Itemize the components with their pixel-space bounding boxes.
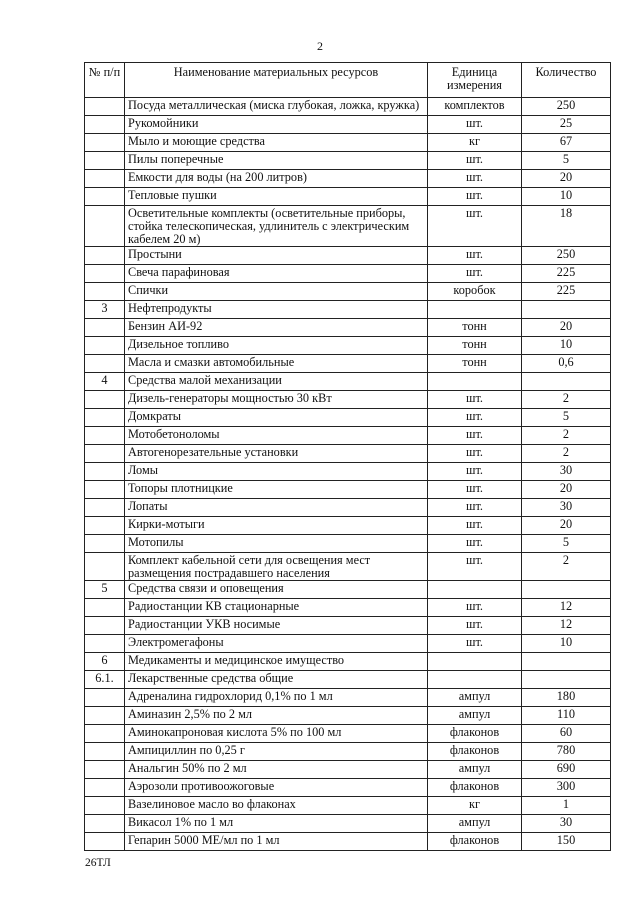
cell-num <box>85 152 125 170</box>
cell-num: 5 <box>85 581 125 599</box>
cell-name: Нефтепродукты <box>125 301 428 319</box>
table-row <box>85 653 611 671</box>
cell-num <box>85 535 125 553</box>
cell-name: Мыло и моющие средства <box>125 134 428 152</box>
table-row <box>85 535 611 553</box>
table-row <box>85 301 611 319</box>
cell-name: Пилы поперечные <box>125 152 428 170</box>
cell-qty: 2 <box>522 553 611 581</box>
table-row <box>85 283 611 301</box>
cell-name: Лопаты <box>125 499 428 517</box>
cell-num <box>85 409 125 427</box>
cell-unit: шт. <box>428 247 522 265</box>
cell-qty: 12 <box>522 617 611 635</box>
table-row <box>85 815 611 833</box>
cell-qty: 225 <box>522 265 611 283</box>
cell-name: Дизельное топливо <box>125 337 428 355</box>
cell-name: Дизель-генераторы мощностью 30 кВт <box>125 391 428 409</box>
table-row <box>85 499 611 517</box>
cell-unit: флаконов <box>428 833 522 851</box>
header-name: Наименование материальных ресурсов <box>125 63 428 98</box>
cell-num <box>85 337 125 355</box>
cell-unit: шт. <box>428 463 522 481</box>
cell-qty: 30 <box>522 499 611 517</box>
cell-name: Вазелиновое масло во флаконах <box>125 797 428 815</box>
cell-qty: 30 <box>522 463 611 481</box>
cell-num <box>85 170 125 188</box>
table-header-row <box>85 63 611 98</box>
table-row <box>85 797 611 815</box>
cell-qty: 0,6 <box>522 355 611 373</box>
table-row <box>85 409 611 427</box>
cell-num <box>85 98 125 116</box>
cell-qty: 250 <box>522 247 611 265</box>
table-row <box>85 671 611 689</box>
cell-unit: шт. <box>428 152 522 170</box>
cell-unit: шт. <box>428 599 522 617</box>
cell-num <box>85 463 125 481</box>
cell-num <box>85 707 125 725</box>
cell-qty: 180 <box>522 689 611 707</box>
cell-name: Викасол 1% по 1 мл <box>125 815 428 833</box>
cell-unit <box>428 653 522 671</box>
cell-qty: 20 <box>522 481 611 499</box>
cell-num <box>85 481 125 499</box>
cell-unit: шт. <box>428 635 522 653</box>
cell-qty <box>522 653 611 671</box>
cell-unit: флаконов <box>428 743 522 761</box>
cell-qty: 300 <box>522 779 611 797</box>
cell-num <box>85 247 125 265</box>
cell-qty: 2 <box>522 391 611 409</box>
cell-qty: 30 <box>522 815 611 833</box>
cell-name: Осветительные комплекты (осветительные приборы, стойка телескопическая, удлинитель с электрическим кабелем 20 м) <box>125 206 428 247</box>
cell-unit: коробок <box>428 283 522 301</box>
cell-qty: 25 <box>522 116 611 134</box>
table-row <box>85 265 611 283</box>
resources-table <box>84 62 611 851</box>
cell-unit <box>428 581 522 599</box>
cell-qty: 67 <box>522 134 611 152</box>
cell-unit: комплектов <box>428 98 522 116</box>
cell-num: 6.1. <box>85 671 125 689</box>
table-row <box>85 206 611 247</box>
cell-unit: шт. <box>428 265 522 283</box>
cell-name: Рукомойники <box>125 116 428 134</box>
cell-qty: 225 <box>522 283 611 301</box>
cell-qty: 250 <box>522 98 611 116</box>
cell-num <box>85 797 125 815</box>
cell-unit: флаконов <box>428 725 522 743</box>
cell-name: Спички <box>125 283 428 301</box>
table-row <box>85 553 611 581</box>
cell-name: Аминокапроновая кислота 5% по 100 мл <box>125 725 428 743</box>
cell-name: Посуда металлическая (миска глубокая, ложка, кружка) <box>125 98 428 116</box>
cell-num <box>85 833 125 851</box>
cell-unit <box>428 671 522 689</box>
cell-unit: кг <box>428 134 522 152</box>
cell-name: Домкраты <box>125 409 428 427</box>
cell-qty: 690 <box>522 761 611 779</box>
table-row <box>85 581 611 599</box>
cell-qty: 5 <box>522 535 611 553</box>
cell-qty: 10 <box>522 337 611 355</box>
header-num: № п/п <box>85 63 125 98</box>
cell-num <box>85 499 125 517</box>
header-qty: Количество <box>522 63 611 98</box>
table-row <box>85 170 611 188</box>
table-row <box>85 689 611 707</box>
cell-name: Электромегафоны <box>125 635 428 653</box>
cell-unit: шт. <box>428 553 522 581</box>
cell-name: Средства малой механизации <box>125 373 428 391</box>
cell-name: Мотобетоноломы <box>125 427 428 445</box>
cell-qty <box>522 373 611 391</box>
cell-num <box>85 206 125 247</box>
cell-name: Ампициллин по 0,25 г <box>125 743 428 761</box>
cell-name: Автогенорезательные установки <box>125 445 428 463</box>
cell-num <box>85 188 125 206</box>
table-row <box>85 707 611 725</box>
cell-unit: ампул <box>428 707 522 725</box>
cell-num <box>85 761 125 779</box>
cell-qty: 5 <box>522 409 611 427</box>
table-row <box>85 517 611 535</box>
cell-qty <box>522 581 611 599</box>
cell-num <box>85 116 125 134</box>
cell-name: Свеча парафиновая <box>125 265 428 283</box>
page-number: 2 <box>317 39 323 53</box>
cell-unit: ампул <box>428 815 522 833</box>
cell-num <box>85 689 125 707</box>
table-row <box>85 427 611 445</box>
cell-name: Лекарственные средства общие <box>125 671 428 689</box>
table-row <box>85 188 611 206</box>
table-row <box>85 116 611 134</box>
cell-num <box>85 517 125 535</box>
table-row <box>85 833 611 851</box>
table-row <box>85 599 611 617</box>
cell-qty: 110 <box>522 707 611 725</box>
cell-num <box>85 283 125 301</box>
cell-unit: шт. <box>428 116 522 134</box>
cell-unit: тонн <box>428 355 522 373</box>
cell-unit: тонн <box>428 319 522 337</box>
footer-code: 26ТЛ <box>85 857 111 869</box>
cell-name: Адреналина гидрохлорид 0,1% по 1 мл <box>125 689 428 707</box>
cell-name: Радиостанции КВ стационарные <box>125 599 428 617</box>
cell-qty: 10 <box>522 188 611 206</box>
cell-num: 4 <box>85 373 125 391</box>
cell-unit: кг <box>428 797 522 815</box>
cell-unit: шт. <box>428 188 522 206</box>
cell-name: Гепарин 5000 МЕ/мл по 1 мл <box>125 833 428 851</box>
table-row <box>85 247 611 265</box>
cell-unit: шт. <box>428 170 522 188</box>
cell-qty <box>522 301 611 319</box>
cell-unit: шт. <box>428 391 522 409</box>
cell-unit: шт. <box>428 481 522 499</box>
cell-num <box>85 617 125 635</box>
table-row <box>85 463 611 481</box>
header-unit: Единица измерения <box>428 63 522 98</box>
cell-num <box>85 725 125 743</box>
cell-qty: 2 <box>522 445 611 463</box>
cell-unit <box>428 301 522 319</box>
cell-num <box>85 743 125 761</box>
table-row <box>85 355 611 373</box>
cell-qty: 20 <box>522 517 611 535</box>
cell-unit: шт. <box>428 427 522 445</box>
cell-num <box>85 427 125 445</box>
cell-qty <box>522 671 611 689</box>
cell-num: 6 <box>85 653 125 671</box>
cell-name: Топоры плотницкие <box>125 481 428 499</box>
cell-qty: 18 <box>522 206 611 247</box>
cell-num <box>85 355 125 373</box>
cell-name: Анальгин 50% по 2 мл <box>125 761 428 779</box>
cell-qty: 780 <box>522 743 611 761</box>
table-row <box>85 391 611 409</box>
cell-unit: шт. <box>428 535 522 553</box>
cell-num <box>85 319 125 337</box>
cell-name: Ломы <box>125 463 428 481</box>
table-row <box>85 152 611 170</box>
cell-qty: 60 <box>522 725 611 743</box>
cell-qty: 2 <box>522 427 611 445</box>
cell-num <box>85 553 125 581</box>
cell-name: Тепловые пушки <box>125 188 428 206</box>
cell-qty: 20 <box>522 170 611 188</box>
table-row <box>85 319 611 337</box>
cell-unit <box>428 373 522 391</box>
cell-num: 3 <box>85 301 125 319</box>
cell-unit: флаконов <box>428 779 522 797</box>
cell-name: Комплект кабельной сети для освещения мест размещения пострадавшего населения <box>125 553 428 581</box>
table-row <box>85 779 611 797</box>
cell-unit: шт. <box>428 499 522 517</box>
cell-unit: шт. <box>428 206 522 247</box>
cell-name: Бензин АИ-92 <box>125 319 428 337</box>
cell-qty: 12 <box>522 599 611 617</box>
table-row <box>85 635 611 653</box>
cell-unit: шт. <box>428 517 522 535</box>
cell-unit: ампул <box>428 761 522 779</box>
cell-name: Аминазин 2,5% по 2 мл <box>125 707 428 725</box>
cell-qty: 20 <box>522 319 611 337</box>
cell-qty: 5 <box>522 152 611 170</box>
table-row <box>85 761 611 779</box>
cell-qty: 150 <box>522 833 611 851</box>
cell-num <box>85 815 125 833</box>
cell-unit: шт. <box>428 617 522 635</box>
cell-num <box>85 599 125 617</box>
cell-num <box>85 391 125 409</box>
table-row <box>85 481 611 499</box>
cell-name: Кирки-мотыги <box>125 517 428 535</box>
cell-unit: ампул <box>428 689 522 707</box>
table-row <box>85 617 611 635</box>
cell-num <box>85 635 125 653</box>
cell-unit: тонн <box>428 337 522 355</box>
cell-name: Медикаменты и медицинское имущество <box>125 653 428 671</box>
table-row <box>85 337 611 355</box>
cell-name: Емкости для воды (на 200 литров) <box>125 170 428 188</box>
cell-unit: шт. <box>428 409 522 427</box>
cell-name: Средства связи и оповещения <box>125 581 428 599</box>
cell-num <box>85 445 125 463</box>
cell-num <box>85 134 125 152</box>
cell-unit: шт. <box>428 445 522 463</box>
cell-name: Мотопилы <box>125 535 428 553</box>
cell-qty: 1 <box>522 797 611 815</box>
table-row <box>85 725 611 743</box>
cell-name: Радиостанции УКВ носимые <box>125 617 428 635</box>
table-body <box>85 98 611 851</box>
cell-num <box>85 265 125 283</box>
table-row <box>85 98 611 116</box>
cell-name: Простыни <box>125 247 428 265</box>
table-row <box>85 134 611 152</box>
table-row <box>85 743 611 761</box>
table-row <box>85 445 611 463</box>
cell-qty: 10 <box>522 635 611 653</box>
cell-num <box>85 779 125 797</box>
cell-name: Аэрозоли противоожоговые <box>125 779 428 797</box>
table-row <box>85 373 611 391</box>
cell-name: Масла и смазки автомобильные <box>125 355 428 373</box>
